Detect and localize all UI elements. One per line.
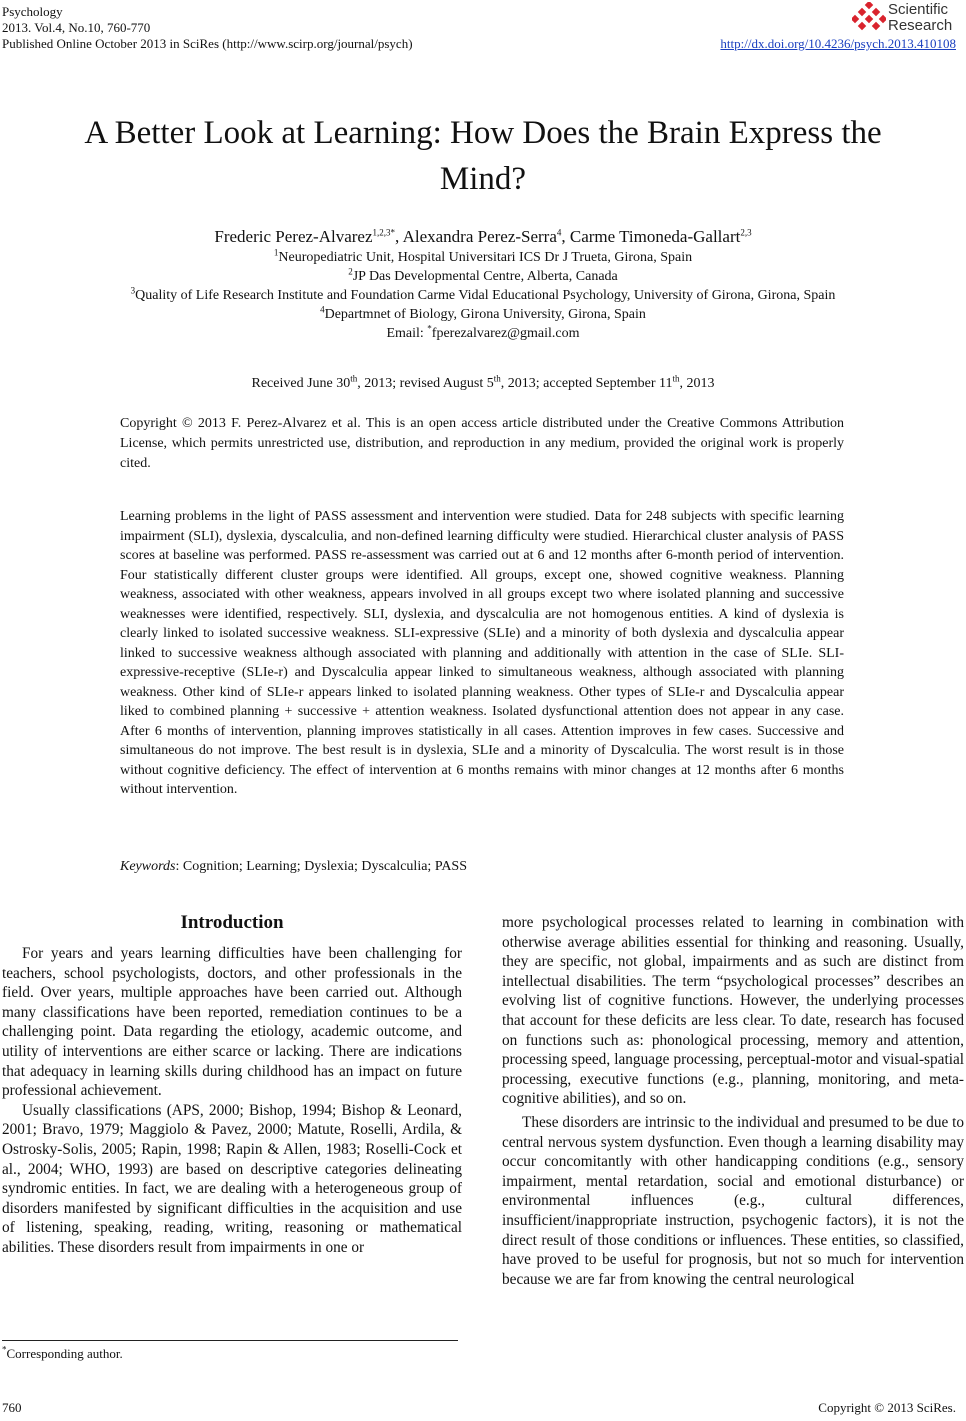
author-name: Alexandra Perez-Serra xyxy=(402,227,557,246)
affiliation: $^1$Neuropediatric Unit, Hospital Universitari ICS Dr J Trueta, Girona, Spain xyxy=(273,247,693,265)
scientific-research-logo[interactable] xyxy=(852,0,962,34)
email-address[interactable]: fperezalvarez@gmail.com xyxy=(431,326,580,341)
section-heading: Introduction xyxy=(180,912,284,933)
journal-name: Psychology xyxy=(2,4,63,19)
body-paragraph: more psychological processes related to learning in combination with otherwise average abilities essential for thinking and reasoning. Usually, they are specific, not global, impairments and as such are distinct from intellectual disabilities. The term “psychological processes” describes an evolving list of cognitive functions. However, the underlying processes that account for these deficits are less clear. To date, research has focused on functions such as: phonological processing, memory and attention, processing speed, language processing, perceptual-motor and visual-spatial processing, executive functions (e.g., planning, monitoring, and meta-cognitive abilities), and so on. xyxy=(502,914,964,1108)
affiliations xyxy=(40,248,926,343)
author-affil-sup: 2,3 xyxy=(740,227,752,238)
journal-published: Published Online October 2013 in SciRes (http://www.scirp.org/journal/psych) xyxy=(2,36,413,51)
doi-link[interactable]: http://dx.doi.org/10.4236/psych.2013.410108 xyxy=(720,36,956,51)
footnote-divider xyxy=(2,1340,458,1341)
keywords-list: : Cognition; Learning; Dyslexia; Dyscalculia; PASS xyxy=(175,859,468,874)
paper-title: A Better Look at Learning: How Does the Brain Express the Mind? xyxy=(84,115,882,197)
left-column xyxy=(2,910,462,1258)
logo-word-scientific: Scientific xyxy=(888,1,949,18)
copyright-notice: Copyright © 2013 F. Perez-Alvarez et al. This is an open access article distributed under the Creative Commons Attribution License, which permits unrestricted use, distribution, and reproduction in any medium, provided the original work is properly cited. xyxy=(120,416,844,471)
received-dates: Received June 30th, 2013; revised August 5th, 2013; accepted September 11th, 2013 xyxy=(251,373,715,391)
author-affil-sup: 4 xyxy=(556,227,562,238)
author-affil-sup: 1,2,3* xyxy=(372,227,395,238)
author-name: Frederic Perez-Alvarez xyxy=(214,227,373,246)
footnote: *Corresponding author. xyxy=(2,1344,123,1361)
body-paragraph: These disorders are intrinsic to the individual and presumed to be due to central nervous system dysfunction. Even though a learning disability may occur concomitantly with other handicapping conditions (e.g., sensory impairment, mental retardation, social and emotional disturbance) or environmental influences (e.g., cultural differences, insufficient/inappropriate instruction, psychogenic factors), it is not the direct result of those conditions or influences. These entities, so classified, have proved to be useful for prognosis, but not so much for intervention because we are far from knowing the central neurological xyxy=(502,1113,964,1288)
keywords-label: Keywords xyxy=(120,859,176,874)
keywords xyxy=(120,857,844,877)
journal-header xyxy=(2,4,413,52)
affiliation: $^3$Quality of Life Research Institute and Foundation Carme Vidal Educational Psychology, University of Girona, Girona, Spain xyxy=(130,285,836,303)
author-list: Frederic Perez-Alvarez$^{1,2,3*}$, Alexandra Perez-Serra$^4$, Carme Timoneda-Gallart$^{2,3}$ xyxy=(214,227,752,246)
author-name: Carme Timoneda-Gallart xyxy=(569,227,741,246)
affiliation: $^4$Departmnet of Biology, Girona University, Girona, Spain xyxy=(320,304,646,322)
right-column xyxy=(502,913,964,1289)
email-line: Email: *fperezalvarez@gmail.com xyxy=(386,323,580,341)
abstract: Learning problems in the light of PASS assessment and intervention were studied. Data for 248 subjects with specific learning impairment (SLI), dyslexia, dyscalculia, and non-defined learning difficulty were studied. Hierarchical cluster analysis of PASS scores at baseline was performed. PASS re-assessment was carried out at 6 and 12 months after 6-month period of intervention. Four statistically different cluster groups were identified. All groups, except one, showed cognitive weakness. Planning weakness, associated with other weakness, appears involved in all groups except two where isolated planning and successive weaknesses were identified, respectively. SLI, dyslexia, and dyscalculia are not homogenous entities. A kind of dyslexia is clearly linked to isolated successive weakness. SLI-expressive (SLIe) and a minority of both dyslexia and dyscalculia appear linked to successive weakness although associated with planning and additionally with attention in the case of SLIe. SLI-expressive-receptive (SLIe-r) and Dyscalculia appear linked to simultaneous weakness, although associated with planning weakness. Other kind of SLIe-r appears linked to isolated planning weakness. Other types of SLIe-r and Dyscalculia appear liked to combined planning + successive + attention weakness. Isolated dysfunctional attention does not appear in any case. After 6 months of intervention, planning improves statistically in all cases. Attention improves in few cases. Successive and simultaneous do not improve. The best result is in dyslexia, SLIe and a minority of Dyscalculia. The worst result is in those without cognitive deficiency. The effect of intervention at 6 months remains with minor changes at 12 months after 6 months without intervention. xyxy=(120,509,844,797)
affiliation: $^2$JP Das Developmental Centre, Alberta, Canada xyxy=(348,266,618,284)
logo-word-research: Research xyxy=(888,17,953,34)
body-paragraph: Usually classifications (APS, 2000; Bishop, 1994; Bishop & Leonard, 2001; Bravo, 1979; Maggiolo & Pavez, 2000; Matute, Roselli, Ardila, & Ostrosky-Solis, 2005; Rapin, 1998; Rapin & Allen, 1983; Roselli-Cock et al., 2004; WHO, 1993) are based on descriptive categories delineating syndromic entities. In fact, we are dealing with a heterogeneous group of disorders manifested by significant difficulties in the acquisition and use of listening, speaking, reading, writing, reasoning or mathematical abilities. These disorders result from impairments in one or xyxy=(2,1101,462,1256)
footer-copyright: Copyright © 2013 SciRes. xyxy=(818,1400,956,1415)
body-paragraph: For years and years learning difficulties have been challenging for teachers, school psychologists, doctors, and other professionals in the field. Over years, multiple approaches have been carried out. Although many classifications have been reported, remediation continues to be a challenging point. Data regarding the etiology, academic outcome, and utility of interventions are either scarce or lacking. There are indications that adequacy in learning skills during childhood has an impact on future professional achievement. xyxy=(2,945,462,1100)
journal-volume: 2013. Vol.4, No.10, 760-770 xyxy=(2,20,151,35)
logo-diamond-icon xyxy=(852,2,886,32)
page-number: 760 xyxy=(2,1400,22,1415)
